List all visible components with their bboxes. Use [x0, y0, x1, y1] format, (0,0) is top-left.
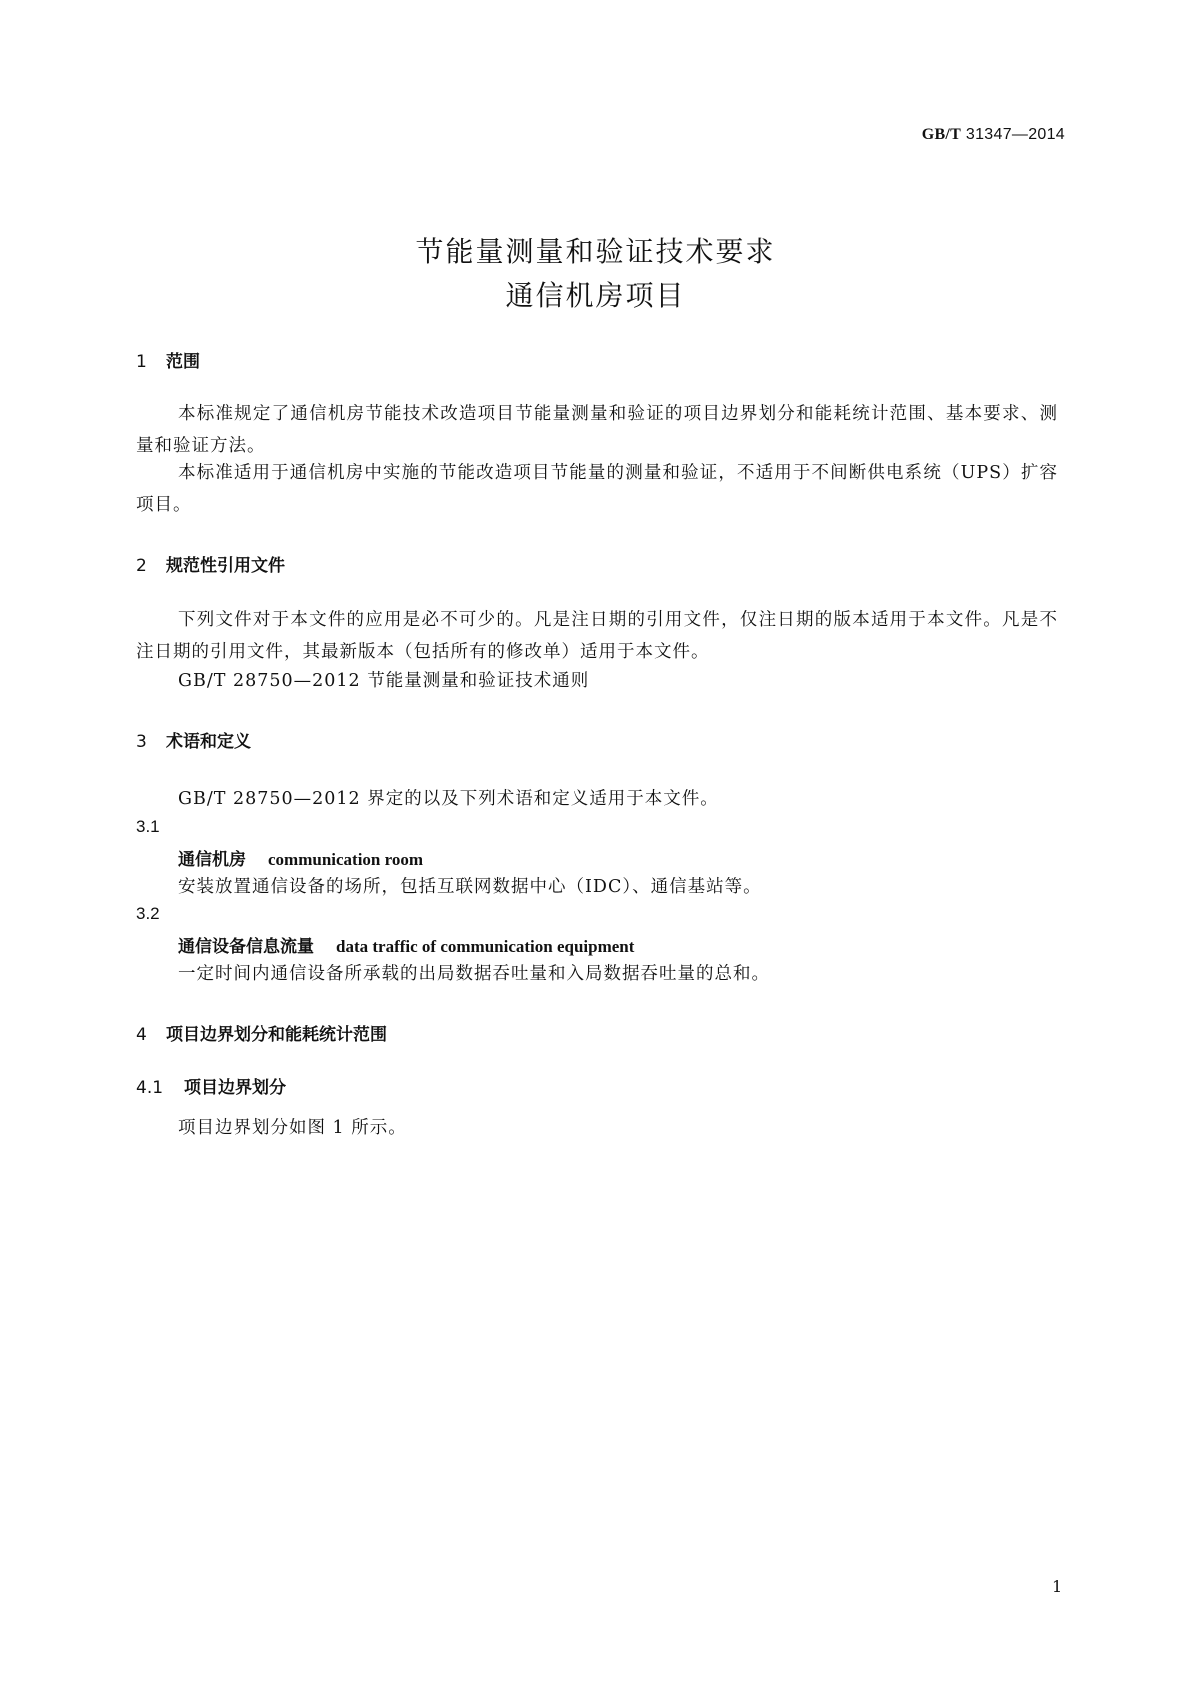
section-3-title: 术语和定义: [166, 732, 251, 752]
section-3-intro: GB/T 28750—2012 界定的以及下列术语和定义适用于本文件。: [178, 789, 719, 809]
term-3-1-definition: 安装放置通信设备的场所，包括互联网数据中心（IDC）、通信基站等。: [178, 877, 762, 897]
title-line-1: 节能量测量和验证技术要求: [415, 235, 776, 268]
normative-reference-1: GB/T 28750—2012 节能量测量和验证技术通则: [178, 671, 590, 691]
section-1-paragraph-2: 本标准适用于通信机房中实施的节能改造项目节能量的测量和验证，不适用于不间断供电系统（UPS）扩容项目。: [136, 463, 1058, 515]
section-4-title: 项目边界划分和能耗统计范围: [166, 1025, 387, 1045]
term-3-2-number: 3.2: [136, 904, 160, 923]
section-1-title: 范围: [166, 352, 200, 372]
section-4-number: 4: [136, 1025, 147, 1045]
standard-code-number: 31347—2014: [965, 126, 1065, 143]
section-4-1-paragraph: 项目边界划分如图 1 所示。: [178, 1118, 407, 1138]
document-title: [0, 230, 1191, 318]
section-4-heading: [136, 1020, 387, 1045]
term-3-1-number: 3.1: [136, 817, 160, 836]
section-1-number: 1: [136, 352, 147, 372]
term-3-2: [178, 932, 634, 957]
section-1-heading: [136, 347, 200, 372]
section-2-number: 2: [136, 556, 147, 576]
section-4-1-title: 项目边界划分: [184, 1078, 286, 1098]
term-3-2-english: data traffic of communication equipment: [336, 937, 635, 956]
standard-code: [922, 126, 1065, 144]
standard-code-prefix: GB/T: [921, 126, 962, 143]
section-2-title: 规范性引用文件: [166, 556, 285, 576]
section-4-1-number: 4.1: [136, 1078, 164, 1098]
section-4-1-heading: [136, 1073, 286, 1098]
page-number: 1: [1052, 1577, 1063, 1596]
section-1-paragraph-1: 本标准规定了通信机房节能技术改造项目节能量测量和验证的项目边界划分和能耗统计范围、基本要求、测量和验证方法。: [136, 404, 1058, 456]
section-3-heading: [136, 727, 251, 752]
section-2-paragraph-1: 下列文件对于本文件的应用是必不可少的。凡是注日期的引用文件，仅注日期的版本适用于本文件。凡是不注日期的引用文件，其最新版本（包括所有的修改单）适用于本文件。: [136, 610, 1058, 662]
term-3-1-english: communication room: [268, 850, 424, 869]
term-3-2-definition: 一定时间内通信设备所承载的出局数据吞吐量和入局数据吞吐量的总和。: [178, 964, 770, 984]
term-3-1-chinese: 通信机房: [178, 850, 246, 870]
term-3-2-chinese: 通信设备信息流量: [178, 937, 314, 957]
section-2-heading: [136, 551, 285, 576]
section-3-number: 3: [136, 732, 147, 752]
title-line-2: 通信机房项目: [505, 279, 686, 312]
term-3-1: [178, 845, 423, 870]
